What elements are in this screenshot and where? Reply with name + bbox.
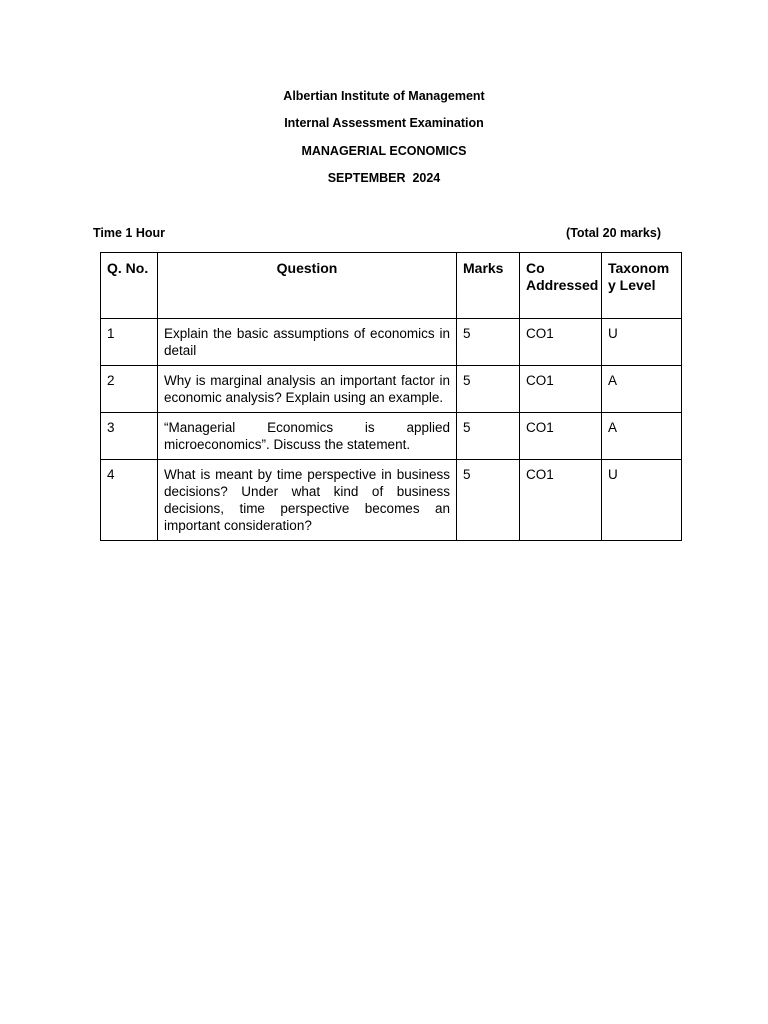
cell-qno: 3 — [101, 413, 158, 460]
table-row — [101, 319, 682, 366]
cell-level: U — [602, 460, 682, 541]
cell-marks: 5 — [457, 413, 520, 460]
header-taxonomy-level: Taxonom y Level — [602, 253, 682, 319]
cell-level: U — [602, 319, 682, 366]
cell-co: CO1 — [520, 460, 602, 541]
cell-level: A — [602, 366, 682, 413]
cell-qno: 2 — [101, 366, 158, 413]
table-row — [101, 366, 682, 413]
cell-co: CO1 — [520, 366, 602, 413]
cell-qno: 4 — [101, 460, 158, 541]
exam-title: Internal Assessment Examination — [284, 116, 484, 130]
time-allowed: Time 1 Hour — [93, 226, 166, 240]
cell-co: CO1 — [520, 319, 602, 366]
session-date: SEPTEMBER 2024 — [327, 171, 441, 185]
cell-co: CO1 — [520, 413, 602, 460]
total-marks: (Total 20 marks) — [566, 226, 661, 240]
cell-level: A — [602, 413, 682, 460]
header-qno: Q. No. — [101, 253, 158, 319]
header-co-addressed: Co Addressed — [520, 253, 602, 319]
cell-question: “Managerial Economics is applied microeconomics”. Discuss the statement. — [158, 413, 457, 460]
header-question: Question — [158, 253, 457, 319]
cell-marks: 5 — [457, 319, 520, 366]
table-header-row — [101, 253, 682, 319]
question-table — [100, 252, 682, 541]
subject-title: MANAGERIAL ECONOMICS — [301, 144, 467, 158]
cell-question: Why is marginal analysis an important factor in economic analysis? Explain using an example. — [158, 366, 457, 413]
cell-question: Explain the basic assumptions of economics in detail — [158, 319, 457, 366]
table-row — [101, 460, 682, 541]
cell-question: What is meant by time perspective in business decisions? Under what kind of business decisions, time perspective becomes an important consideration? — [158, 460, 457, 541]
cell-marks: 5 — [457, 460, 520, 541]
institute-name: Albertian Institute of Management — [283, 89, 485, 103]
table-row — [101, 413, 682, 460]
header-marks: Marks — [457, 253, 520, 319]
cell-marks: 5 — [457, 366, 520, 413]
cell-qno: 1 — [101, 319, 158, 366]
